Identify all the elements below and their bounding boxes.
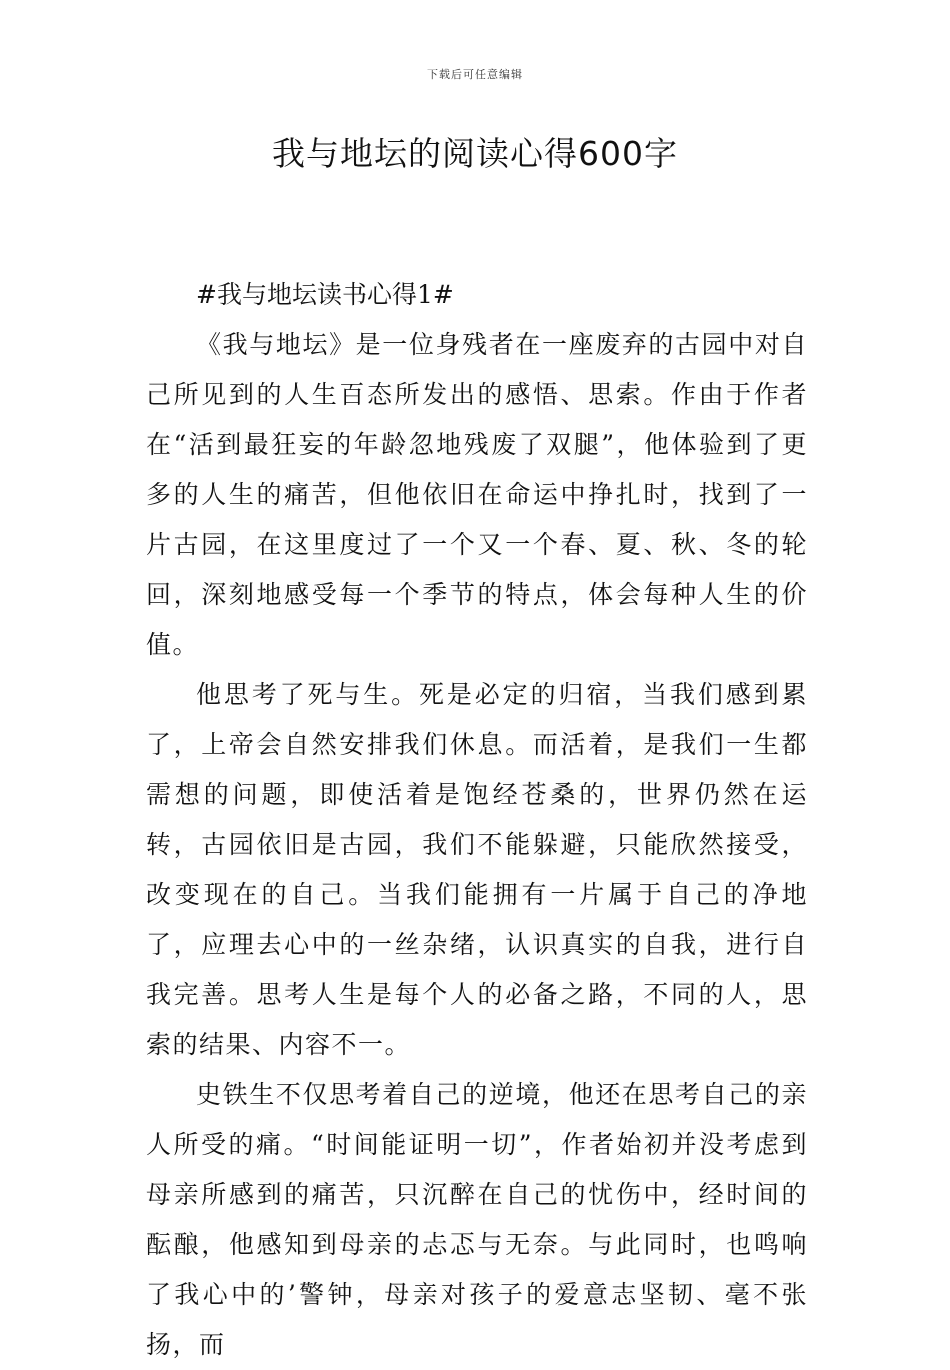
document-title: 我与地坛的阅读心得600字 xyxy=(272,134,678,173)
paragraph-1: 《我与地坛》是一位身残者在一座废弃的古园中对自己所见到的人生百态所发出的感悟、思索。作由于作者在“活到最狂妄的年龄忽地残废了双腿”，他体验到了更多的人生的痛苦，但他依旧在命运中挣扎时，找到了一片古园，在这里度过了一个又一个春、夏、秋、冬的轮回，深刻地感受每一个季节的特点，体会每种人生的价值。 xyxy=(146,330,808,659)
paragraph-3: 史铁生不仅思考着自己的逆境，他还在思考自己的亲人所受的痛。“时间能证明一切”，作者始初并没考虑到母亲所感到的痛苦，只沉醉在自己的忧伤中，经时间的酝酿，他感知到母亲的忐忑与无奈。与此同时，也鸣响了我心中的’警钟，母亲对孩子的爱意志坚韧、毫不张扬，而 xyxy=(146,1080,808,1359)
header-note: 下载后可任意编辑 xyxy=(427,68,523,81)
section-heading: #我与地坛读书心得1# xyxy=(196,280,454,309)
paragraph-2: 他思考了死与生。死是必定的归宿，当我们感到累了，上帝会自然安排我们休息。而活着，是我们一生都需想的问题，即使活着是饱经苍桑的，世界仍然在运转，古园依旧是古园，我们不能躲避，只能欣然接受，改变现在的自己。当我们能拥有一片属于自己的净地了，应理去心中的一丝杂绪，认识真实的自我，进行自我完善。思考人生是每个人的必备之路，不同的人，思索的结果、内容不一。 xyxy=(146,680,808,1059)
document-body xyxy=(146,270,808,1370)
